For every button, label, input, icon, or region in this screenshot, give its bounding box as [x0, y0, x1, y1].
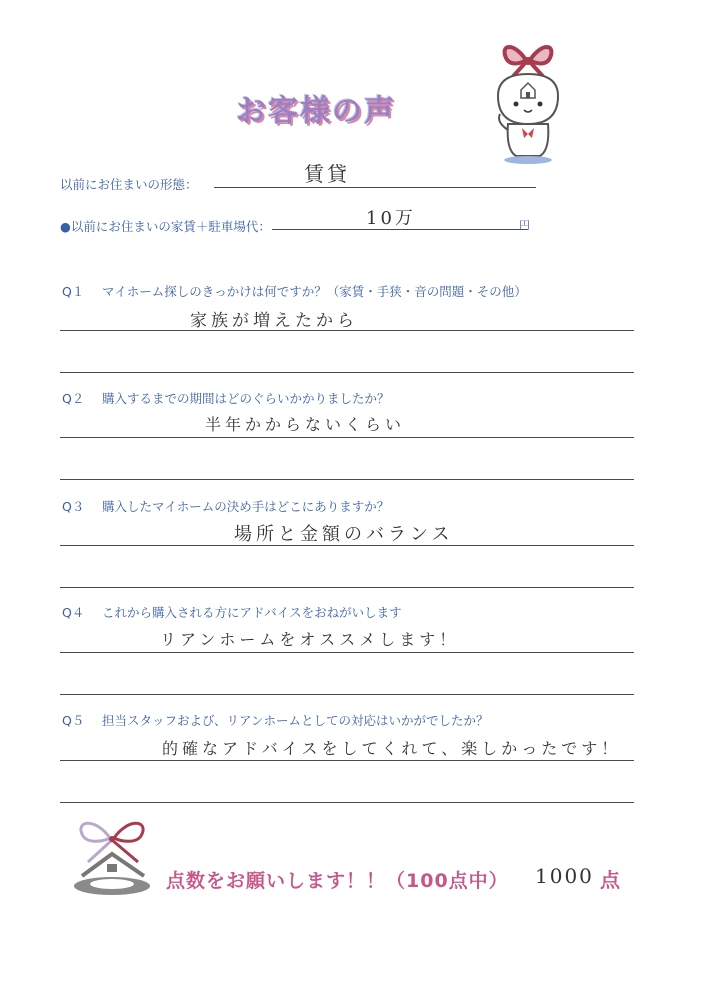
question-4: [62, 603, 402, 621]
answer-4-line-1: [60, 652, 634, 653]
page-title: お客様の声: [236, 94, 396, 129]
house-ribbon-logo: [68, 812, 158, 898]
answer-5-line-1: [60, 760, 634, 761]
answer-3-line-2: [60, 587, 634, 588]
rent-unit: 円: [519, 219, 530, 232]
question-2-text: 購入するまでの期間はどのぐらいかかりましたか？: [102, 391, 390, 406]
question-5-text: 担当スタッフおよび、リアンホームとしての対応はいかがでしたか？: [102, 713, 489, 728]
question-1-text: マイホーム探しのきっかけは何ですか？（家賃・手狭・音の問題・その他）: [102, 284, 527, 299]
answer-3-line-1: [60, 545, 634, 546]
answer-2-line-2: [60, 479, 634, 480]
answer-5: 的確なアドバイスをしてくれて、楽しかったです！: [162, 739, 622, 758]
mascot-illustration: [486, 38, 570, 168]
rent-label: ●以前にお住まいの家賃＋駐車場代：: [60, 219, 271, 234]
answer-2-line-1: [60, 437, 634, 438]
question-3-number: Q３: [62, 499, 85, 514]
question-1-number: Q１: [62, 284, 85, 299]
question-2-number: Q２: [62, 391, 85, 406]
rent-value: 10万: [366, 208, 416, 229]
housing-type-value: 賃貸: [304, 162, 350, 186]
answer-5-line-2: [60, 802, 634, 803]
score-label: 点数をお願いします！！（100点中）: [166, 870, 509, 892]
housing-type-underline: [214, 187, 536, 188]
answer-1-line-2: [60, 372, 634, 373]
question-5: [62, 711, 489, 729]
question-3-text: 購入したマイホームの決め手はどこにありますか？: [102, 499, 390, 514]
answer-4-line-2: [60, 694, 634, 695]
answer-3: 場所と金額のバランス: [234, 524, 454, 545]
score-value: 1000: [535, 864, 594, 888]
question-4-number: Q４: [62, 605, 85, 620]
question-3: [62, 497, 389, 515]
housing-type-label: 以前にお住まいの形態：: [60, 177, 198, 192]
answer-4: リアンホームをオススメします！: [160, 630, 460, 649]
question-5-number: Q５: [62, 713, 85, 728]
score-unit: 点: [600, 868, 620, 892]
question-2: [62, 389, 390, 407]
answer-2: 半年かからないくらい: [205, 415, 406, 434]
answer-1-line-1: [60, 330, 634, 331]
question-4-text: これから購入される方にアドバイスをおねがいします: [102, 605, 402, 620]
question-1: [62, 282, 527, 300]
answer-1: 家族が増えたから: [190, 311, 358, 331]
